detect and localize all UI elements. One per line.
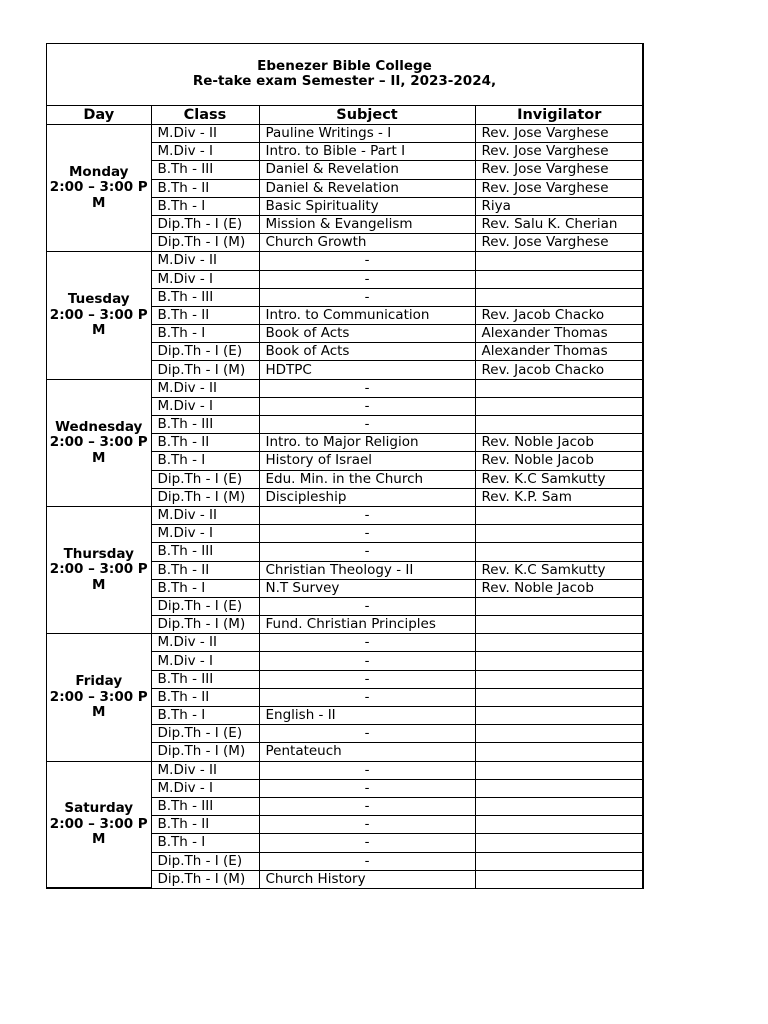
day-time: 2:00 – 3:00 PM — [49, 815, 148, 848]
subject-cell: History of Israel — [259, 452, 475, 470]
subject-cell: Intro. to Bible - Part I — [259, 143, 475, 161]
class-cell: B.Th - III — [151, 670, 259, 688]
subject-cell: Daniel & Revelation — [259, 161, 475, 179]
day-time: 2:00 – 3:00 PM — [49, 561, 148, 593]
invigilator-cell — [475, 761, 643, 779]
class-cell: Dip.Th - I (E) — [151, 215, 259, 233]
subject-cell: - — [259, 797, 475, 815]
class-cell: B.Th - I — [151, 579, 259, 597]
invigilator-cell — [475, 525, 643, 543]
class-cell: Dip.Th - I (M) — [151, 361, 259, 379]
class-cell: M.Div - I — [151, 270, 259, 288]
column-header-day: Day — [47, 106, 151, 125]
subject-cell: - — [259, 761, 475, 779]
subject-cell: - — [259, 779, 475, 797]
subject-cell: Edu. Min. in the Church — [259, 470, 475, 488]
day-name: Tuesday — [67, 291, 130, 308]
class-cell: B.Th - III — [151, 288, 259, 306]
class-cell: Dip.Th - I (E) — [151, 597, 259, 615]
subject-cell: Pauline Writings - I — [259, 125, 475, 143]
day-cell — [47, 761, 151, 888]
invigilator-cell — [475, 725, 643, 743]
day-name: Monday — [69, 163, 129, 180]
table-row — [47, 761, 643, 779]
class-cell: M.Div - II — [151, 761, 259, 779]
invigilator-cell — [475, 597, 643, 615]
class-cell: M.Div - I — [151, 779, 259, 797]
day-cell — [47, 379, 151, 506]
invigilator-cell: Rev. K.C Samkutty — [475, 470, 643, 488]
class-cell: M.Div - I — [151, 143, 259, 161]
class-cell: Dip.Th - I (E) — [151, 852, 259, 870]
class-cell: B.Th - II — [151, 688, 259, 706]
invigilator-cell: Rev. Salu K. Cherian — [475, 215, 643, 233]
invigilator-cell: Rev. Jose Varghese — [475, 161, 643, 179]
table-row — [47, 125, 643, 143]
invigilator-cell — [475, 743, 643, 761]
subject-cell: - — [259, 816, 475, 834]
invigilator-cell — [475, 397, 643, 415]
invigilator-cell — [475, 543, 643, 561]
subject-cell: - — [259, 725, 475, 743]
subject-cell: Christian Theology - II — [259, 561, 475, 579]
class-cell: B.Th - III — [151, 543, 259, 561]
column-header-class: Class — [151, 106, 259, 125]
invigilator-cell — [475, 616, 643, 634]
column-header-subject: Subject — [259, 106, 475, 125]
title-block — [47, 44, 642, 106]
invigilator-cell: Rev. K.C Samkutty — [475, 561, 643, 579]
invigilator-cell — [475, 852, 643, 870]
invigilator-cell: Rev. Jose Varghese — [475, 234, 643, 252]
subject-cell: Pentateuch — [259, 743, 475, 761]
day-time: 2:00 – 3:00 PM — [49, 434, 148, 466]
invigilator-cell — [475, 688, 643, 706]
class-cell: M.Div - II — [151, 379, 259, 397]
class-cell: Dip.Th - I (E) — [151, 470, 259, 488]
class-cell: B.Th - II — [151, 434, 259, 452]
subject-cell: - — [259, 525, 475, 543]
subject-cell: - — [259, 416, 475, 434]
invigilator-cell — [475, 652, 643, 670]
table-row — [47, 634, 643, 652]
subject-cell: Church Growth — [259, 234, 475, 252]
schedule-table — [47, 106, 643, 888]
invigilator-cell — [475, 506, 643, 524]
invigilator-cell — [475, 252, 643, 270]
subject-cell: - — [259, 852, 475, 870]
subject-cell: Fund. Christian Principles — [259, 616, 475, 634]
invigilator-cell — [475, 288, 643, 306]
class-cell: B.Th - III — [151, 797, 259, 815]
subject-cell: - — [259, 252, 475, 270]
invigilator-cell: Rev. Jacob Chacko — [475, 361, 643, 379]
invigilator-cell: Alexander Thomas — [475, 343, 643, 361]
day-name: Wednesday — [55, 418, 143, 435]
class-cell: Dip.Th - I (E) — [151, 343, 259, 361]
class-cell: Dip.Th - I (M) — [151, 743, 259, 761]
class-cell: B.Th - III — [151, 161, 259, 179]
subject-cell: Basic Spirituality — [259, 197, 475, 215]
subject-cell: Discipleship — [259, 488, 475, 506]
subject-cell: Intro. to Major Religion — [259, 434, 475, 452]
day-time: 2:00 – 3:00 PM — [49, 306, 148, 339]
invigilator-cell: Riya — [475, 197, 643, 215]
invigilator-cell — [475, 416, 643, 434]
schedule-body — [47, 125, 643, 888]
class-cell: Dip.Th - I (E) — [151, 725, 259, 743]
day-time: 2:00 – 3:00 PM — [49, 179, 148, 211]
subject-cell: Daniel & Revelation — [259, 179, 475, 197]
exam-subtitle: Re-take exam Semester – II, 2023-2024, — [192, 73, 497, 89]
day-cell — [47, 125, 151, 252]
invigilator-cell — [475, 270, 643, 288]
class-cell: B.Th - I — [151, 707, 259, 725]
subject-cell: - — [259, 597, 475, 615]
class-cell: Dip.Th - I (M) — [151, 234, 259, 252]
day-name: Thursday — [63, 545, 134, 562]
invigilator-cell — [475, 779, 643, 797]
class-cell: Dip.Th - I (M) — [151, 616, 259, 634]
class-cell: B.Th - III — [151, 416, 259, 434]
class-cell: M.Div - I — [151, 397, 259, 415]
day-name: Saturday — [64, 800, 134, 817]
exam-schedule-sheet — [46, 43, 644, 889]
college-name: Ebenezer Bible College — [257, 58, 432, 74]
invigilator-cell — [475, 797, 643, 815]
subject-cell: English - II — [259, 707, 475, 725]
table-row — [47, 252, 643, 270]
day-cell — [47, 634, 151, 761]
column-header-invigilator: Invigilator — [475, 106, 643, 125]
subject-cell: - — [259, 670, 475, 688]
class-cell: B.Th - II — [151, 306, 259, 324]
subject-cell: - — [259, 652, 475, 670]
subject-cell: Church History — [259, 870, 475, 888]
subject-cell: - — [259, 288, 475, 306]
subject-cell: - — [259, 688, 475, 706]
subject-cell: Intro. to Communication — [259, 306, 475, 324]
class-cell: B.Th - II — [151, 816, 259, 834]
subject-cell: - — [259, 506, 475, 524]
class-cell: M.Div - II — [151, 252, 259, 270]
class-cell: M.Div - II — [151, 634, 259, 652]
class-cell: B.Th - I — [151, 834, 259, 852]
class-cell: M.Div - II — [151, 506, 259, 524]
invigilator-cell — [475, 816, 643, 834]
invigilator-cell: Rev. Jose Varghese — [475, 179, 643, 197]
invigilator-cell: Rev. Jose Varghese — [475, 143, 643, 161]
table-row — [47, 379, 643, 397]
day-name: Friday — [75, 673, 123, 690]
subject-cell: - — [259, 397, 475, 415]
class-cell: B.Th - II — [151, 561, 259, 579]
subject-cell: Mission & Evangelism — [259, 215, 475, 233]
invigilator-cell — [475, 870, 643, 888]
class-cell: B.Th - I — [151, 452, 259, 470]
subject-cell: Book of Acts — [259, 343, 475, 361]
subject-cell: - — [259, 270, 475, 288]
subject-cell: - — [259, 543, 475, 561]
subject-cell: - — [259, 634, 475, 652]
class-cell: Dip.Th - I (M) — [151, 488, 259, 506]
invigilator-cell — [475, 379, 643, 397]
day-time: 2:00 – 3:00 PM — [49, 688, 148, 721]
class-cell: M.Div - I — [151, 652, 259, 670]
invigilator-cell: Rev. K.P. Sam — [475, 488, 643, 506]
invigilator-cell: Rev. Noble Jacob — [475, 452, 643, 470]
subject-cell: Book of Acts — [259, 325, 475, 343]
class-cell: B.Th - I — [151, 197, 259, 215]
invigilator-cell: Alexander Thomas — [475, 325, 643, 343]
subject-cell: N.T Survey — [259, 579, 475, 597]
subject-cell: - — [259, 834, 475, 852]
class-cell: Dip.Th - I (M) — [151, 870, 259, 888]
day-cell — [47, 252, 151, 379]
invigilator-cell: Rev. Jacob Chacko — [475, 306, 643, 324]
invigilator-cell — [475, 634, 643, 652]
invigilator-cell: Rev. Noble Jacob — [475, 579, 643, 597]
class-cell: B.Th - I — [151, 325, 259, 343]
subject-cell: HDTPC — [259, 361, 475, 379]
invigilator-cell — [475, 707, 643, 725]
header-row — [47, 106, 643, 125]
invigilator-cell — [475, 834, 643, 852]
subject-cell: - — [259, 379, 475, 397]
invigilator-cell — [475, 670, 643, 688]
invigilator-cell: Rev. Jose Varghese — [475, 125, 643, 143]
class-cell: M.Div - I — [151, 525, 259, 543]
day-cell — [47, 506, 151, 633]
invigilator-cell: Rev. Noble Jacob — [475, 434, 643, 452]
class-cell: B.Th - II — [151, 179, 259, 197]
table-row — [47, 506, 643, 524]
class-cell: M.Div - II — [151, 125, 259, 143]
